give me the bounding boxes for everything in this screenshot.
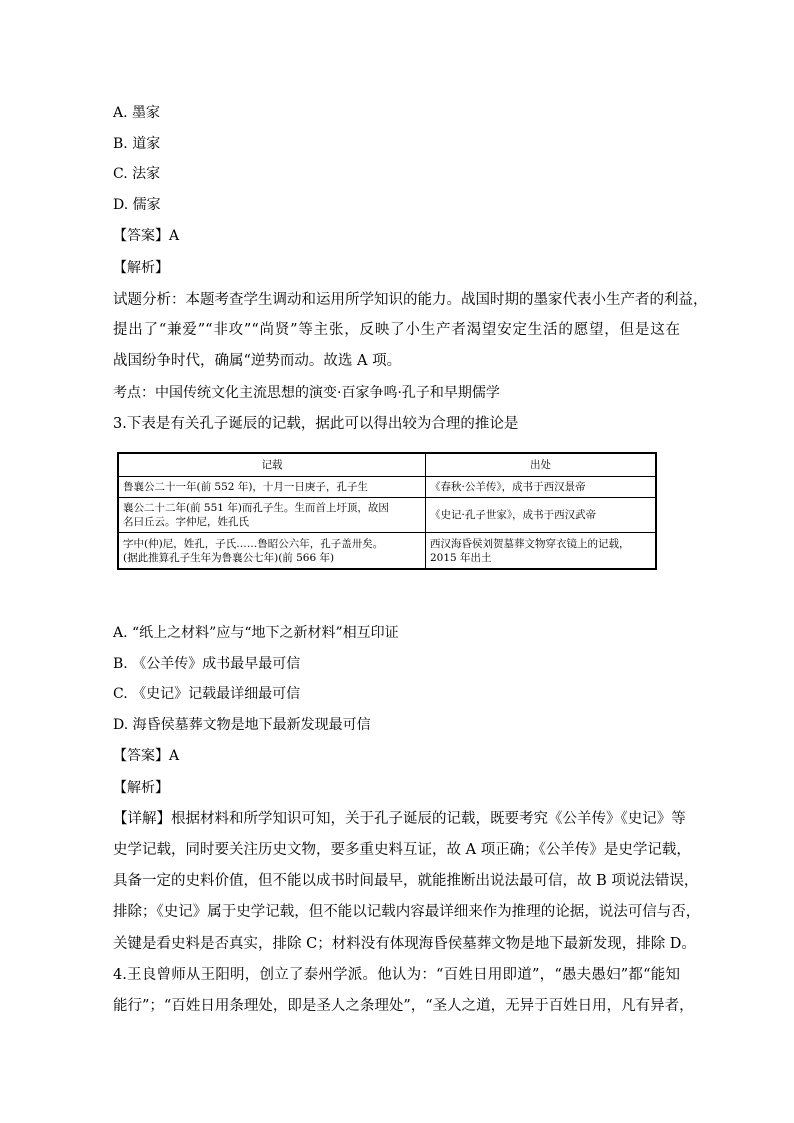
- option-c: C. 《史记》记载最详细最可信: [113, 686, 301, 702]
- option-c: C. 法家: [113, 166, 161, 182]
- option-b: B. 道家: [113, 136, 161, 152]
- source-cell: 《春秋·公羊传》，成书于西汉景帝: [426, 477, 657, 498]
- header-source: 出处: [426, 453, 657, 477]
- analysis-text-line: 关键是看史料是否真实，排除 C；材料没有体现海昏侯墓葬文物是地下最新发现，排除 D。: [113, 936, 696, 952]
- analysis-text-line: 【详解】根据材料和所学知识可知，关于孔子诞辰的记载，既要考究《公羊传》《史记》等: [113, 811, 686, 827]
- table-row: [118, 533, 656, 569]
- option-a: A. “纸上之材料”应与“地下之新材料”相互印证: [113, 625, 399, 641]
- birth-records-table: [117, 452, 657, 570]
- record-cell: 字中(仲)尼，姓孔，子氏……鲁昭公六年，孔子盖卅矣。 (据此推算孔子生年为鲁襄公七年)(前 566 年): [118, 533, 426, 569]
- analysis-text-line: 具备一定的史料价值，但不能以成书时间最早，就能推断出说法最可信，故 B 项说法错误，: [113, 873, 699, 889]
- analysis-text-line: 排除；《史记》属于史学记载，但不能以记载内容最详细来作为推理的论据，说法可信与否，: [113, 904, 701, 920]
- answer-label: 【答案】A: [113, 748, 180, 764]
- source-cell: 西汉海昏侯刘贺墓葬文物穿衣镜上的记载， 2015 年出土: [426, 533, 657, 569]
- record-cell: 鲁襄公二十一年(前 552 年)，十月一日庚子，孔子生: [118, 477, 426, 498]
- header-record: 记载: [118, 453, 426, 477]
- option-d: D. 海昏侯墓葬文物是地下最新发现最可信: [113, 717, 371, 733]
- source-cell: 《史记·孔子世家》，成书于西汉武帝: [426, 497, 657, 533]
- analysis-text-line: 战国纷争时代，确属“逆势而动。故选 A 项。: [113, 353, 402, 369]
- question-4-stem-line: 能行”；“百姓日用条理处，即是圣人之条理处”，“圣人之道，无异于百姓日用，凡有异者，: [113, 998, 694, 1014]
- analysis-text-line: 试题分析：本题考查学生调动和运用所学知识的能力。战国时期的墨家代表小生产者的利益，: [113, 292, 708, 308]
- option-d: D. 儒家: [113, 197, 161, 213]
- table-header-row: [118, 453, 656, 477]
- question-3-stem: 3.下表是有关孔子诞辰的记载，据此可以得出较为合理的推论是: [113, 416, 519, 432]
- kaodian-line: 考点：中国传统文化主流思想的演变·百家争鸣·孔子和早期儒学: [113, 385, 500, 401]
- question-4-stem-line: 4.王良曾师从王阳明，创立了泰州学派。他认为：“百姓日用即道”，“愚夫愚妇”都“能知: [113, 967, 680, 983]
- answer-label: 【答案】A: [113, 228, 180, 244]
- table-row: [118, 497, 656, 533]
- analysis-label: 【解析】: [113, 780, 169, 796]
- record-cell: 襄公二十二年(前 551 年)而孔子生。生而首上圩顶，故因 名曰丘云。字仲尼，姓孔氏: [118, 497, 426, 533]
- option-b: B. 《公羊传》成书最早最可信: [113, 656, 301, 672]
- option-a: A. 墨家: [113, 105, 161, 121]
- analysis-text-line: 提出了“兼爱”“非攻”“尚贤”等主张，反映了小生产者渴望安定生活的愿望，但是这在: [113, 322, 680, 338]
- analysis-text-line: 史学记载，同时要关注历史文物，要多重史料互证，故 A 项正确；《公羊传》是史学记载，: [113, 842, 691, 858]
- analysis-label: 【解析】: [113, 260, 169, 276]
- table-row: [118, 477, 656, 498]
